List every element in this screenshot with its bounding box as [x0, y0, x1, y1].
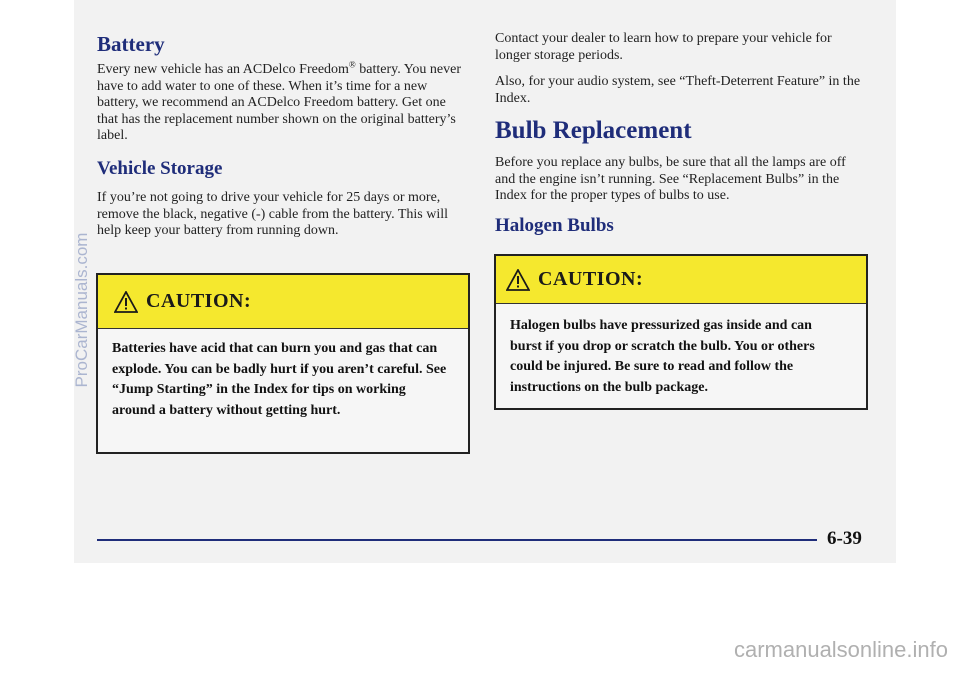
dealer-paragraph: Contact your dealer to learn how to prepare your vehicle for longer storage periods. — [495, 31, 832, 63]
warning-triangle-icon — [114, 291, 138, 313]
bulb-replacement-paragraph: Before you replace any bulbs, be sure that all the lamps are off and the engine isn’t running. See “Replacement Bulbs” in the Index for the proper types of bulbs to use. — [495, 155, 846, 203]
halogen-bulbs-heading: Halogen Bulbs — [495, 215, 614, 236]
battery-paragraph: Every new vehicle has an ACDelco Freedom® battery. You never have to add water to one of these. When it’s time for a new battery, we recommend an ACDelco Freedom battery. Get one that has the replacement number shown on the original battery’s label. — [97, 59, 462, 143]
vehicle-storage-paragraph: If you’re not going to drive your vehicle for 25 days or more, remove the black, negative (-) cable from the battery. This will help keep your battery from running down. — [97, 190, 449, 238]
registered-mark: ® — [348, 59, 356, 70]
vehicle-storage-heading: Vehicle Storage — [97, 158, 223, 179]
caution-label: CAUTION: — [146, 290, 252, 312]
warning-triangle-icon — [506, 269, 530, 291]
audio-paragraph: Also, for your audio system, see “Theft-Deterrent Feature” in the Index. — [495, 74, 861, 106]
halogen-caution-text: Halogen bulbs have pressurized gas inside and can burst if you drop or scratch the bulb. You or others could be injured. Be sure to read and follow the instructions on the bulb package. — [510, 318, 815, 395]
bottom-watermark: carmanualsonline.info — [733, 637, 948, 662]
caution-label: CAUTION: — [538, 268, 644, 290]
battery-heading: Battery — [97, 32, 165, 56]
caution-banner — [98, 275, 468, 329]
page-number: 6-39 — [827, 528, 862, 549]
caution-banner — [496, 256, 866, 304]
battery-caution-box — [96, 273, 470, 454]
footer-rule — [97, 539, 817, 541]
halogen-caution-box — [494, 254, 868, 410]
bulb-replacement-heading: Bulb Replacement — [495, 117, 692, 144]
battery-caution-text: Batteries have acid that can burn you and gas that can explode. You can be badly hurt if you aren’t careful. See “Jump Starting” in the Index for tips on working around a battery without getting hurt. — [112, 341, 447, 418]
side-watermark: ProCarManuals.com — [72, 232, 91, 388]
